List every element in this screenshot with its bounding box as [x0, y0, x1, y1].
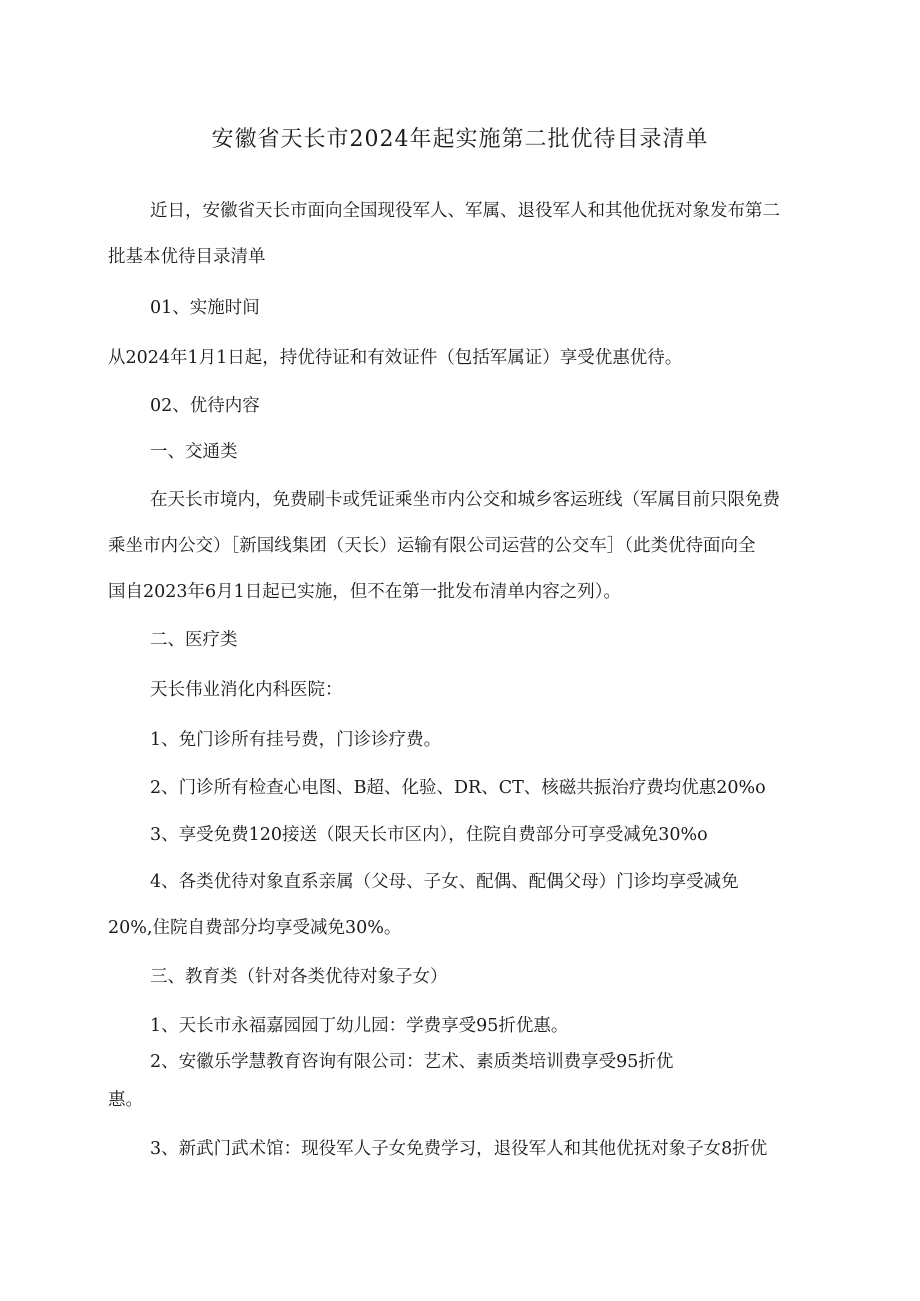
education-item-1: 1、天长市永福嘉园园丁幼儿园：学费享受95折优惠。 — [150, 1016, 569, 1036]
medical-item-3: 3、享受免费120接送（限天长市区内），住院自费部分可享受减免30%o — [150, 825, 708, 845]
medical-item-4-line-2: 20%,住院自费部分均享受减免30%。 — [108, 918, 402, 938]
section1-text: 从2024年1月1日起，持优待证和有效证件（包括军属证）享受优惠优待。 — [108, 348, 683, 368]
medical-hospital: 天长伟业消化内科医院： — [150, 680, 343, 700]
medical-heading: 二、医疗类 — [150, 630, 238, 650]
medical-item-1: 1、免门诊所有挂号费，门诊诊疗费。 — [150, 730, 442, 750]
document-title: 安徽省天长市2024年起实施第二批优待目录清单 — [211, 127, 709, 152]
education-item-2-line-2: 惠。 — [108, 1090, 143, 1110]
intro-line-2: 批基本优待目录清单 — [108, 247, 266, 267]
medical-item-2: 2、门诊所有检查心电图、B超、化验、DR、CT、核磁共振治疗费均优惠20%o — [150, 778, 766, 798]
education-item-2-line-1: 2、安徽乐学慧教育咨询有限公司：艺术、素质类培训费享受95折优 — [150, 1052, 674, 1072]
education-item-3: 3、新武门武术馆：现役军人子女免费学习，退役军人和其他优抚对象子女8折优 — [150, 1139, 768, 1159]
traffic-line-1: 在天长市境内，免费刷卡或凭证乘坐市内公交和城乡客运班线（军属目前只限免费 — [150, 490, 780, 510]
education-heading: 三、教育类（针对各类优待对象子女） — [150, 967, 448, 987]
section2-heading: 02、优待内容 — [150, 396, 260, 416]
traffic-line-3: 国自2023年6月1日起已实施，但不在第一批发布清单内容之列）。 — [108, 582, 622, 602]
traffic-line-2: 乘坐市内公交）［新国线集团（天长）运输有限公司运营的公交车］（此类优待面向全 — [108, 536, 756, 556]
intro-line-1: 近日，安徽省天长市面向全国现役军人、军属、退役军人和其他优抚对象发布第二 — [150, 201, 780, 221]
traffic-heading: 一、交通类 — [150, 442, 238, 462]
section1-heading: 01、实施时间 — [150, 298, 260, 318]
medical-item-4-line-1: 4、各类优待对象直系亲属（父母、子女、配偶、配偶父母）门诊均享受减免 — [150, 872, 739, 892]
